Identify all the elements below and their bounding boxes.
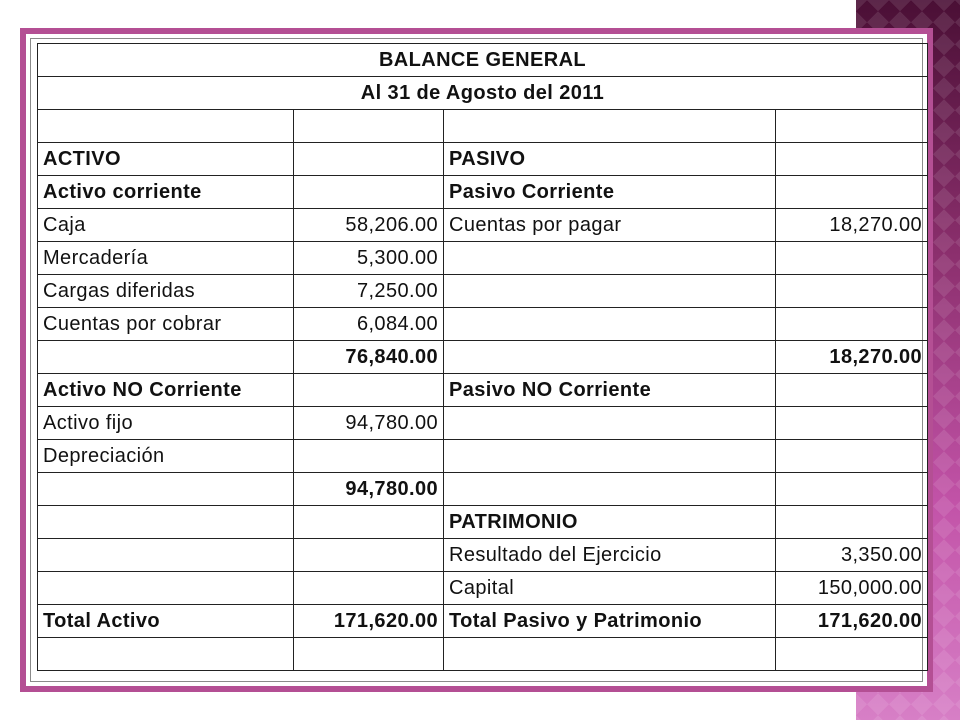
cell-asset-amount (294, 143, 444, 176)
subtotal-row (38, 473, 928, 506)
cell-asset-amount (294, 440, 444, 473)
date-row (38, 77, 928, 110)
table-container (30, 38, 923, 682)
balance-sheet-table (37, 43, 928, 671)
cell-asset-label: Caja (38, 209, 294, 242)
cell-liability-label (444, 638, 776, 671)
table-row (38, 638, 928, 671)
cell-asset-label (38, 638, 294, 671)
cell-liability-amount (776, 143, 928, 176)
cell-asset-amount: 5,300.00 (294, 242, 444, 275)
table-row (38, 440, 928, 473)
cell-asset-label: Activo corriente (38, 176, 294, 209)
cell-asset-label (38, 539, 294, 572)
cell-liability-label (444, 440, 776, 473)
cell-liability-label (444, 407, 776, 440)
cell-liability-amount (776, 176, 928, 209)
table-row (38, 242, 928, 275)
cell-liability-label (444, 242, 776, 275)
cell-asset-amount: 58,206.00 (294, 209, 444, 242)
table-row (38, 407, 928, 440)
table-row (38, 209, 928, 242)
subtotal-row (38, 341, 928, 374)
table-row (38, 110, 928, 143)
title-row (38, 44, 928, 77)
cell-liability-label (444, 341, 776, 374)
cell-liability-label: Pasivo Corriente (444, 176, 776, 209)
cell-asset-amount (294, 110, 444, 143)
cell-asset-amount (294, 539, 444, 572)
cell-liability-amount: 18,270.00 (776, 209, 928, 242)
cell-liability-amount: 150,000.00 (776, 572, 928, 605)
cell-asset-amount (294, 572, 444, 605)
table-date: Al 31 de Agosto del 2011 (38, 77, 928, 110)
table-row (38, 308, 928, 341)
cell-asset-label: Cargas diferidas (38, 275, 294, 308)
non-current-assets-subtotal: 94,780.00 (294, 473, 444, 506)
table-row (38, 176, 928, 209)
cell-liability-amount (776, 374, 928, 407)
cell-asset-amount (294, 374, 444, 407)
cell-asset-amount: 7,250.00 (294, 275, 444, 308)
table-title: BALANCE GENERAL (38, 44, 928, 77)
cell-asset-label: Activo NO Corriente (38, 374, 294, 407)
cell-asset-label (38, 341, 294, 374)
current-liabilities-subtotal: 18,270.00 (776, 341, 928, 374)
cell-liability-amount (776, 242, 928, 275)
cell-liability-amount (776, 506, 928, 539)
cell-liability-label (444, 473, 776, 506)
cell-liability-label (444, 275, 776, 308)
table-row (38, 506, 928, 539)
cell-asset-label (38, 473, 294, 506)
cell-liability-label (444, 110, 776, 143)
cell-asset-label: Mercadería (38, 242, 294, 275)
slide-frame (20, 28, 933, 692)
cell-asset-label: Cuentas por cobrar (38, 308, 294, 341)
cell-liability-label: PASIVO (444, 143, 776, 176)
cell-asset-amount: 6,084.00 (294, 308, 444, 341)
cell-asset-label (38, 572, 294, 605)
cell-liability-amount (776, 407, 928, 440)
total-liabilities-equity-amount: 171,620.00 (776, 605, 928, 638)
cell-liability-amount (776, 638, 928, 671)
cell-liability-amount (776, 308, 928, 341)
cell-asset-amount (294, 176, 444, 209)
cell-liability-amount (776, 440, 928, 473)
cell-asset-amount: 94,780.00 (294, 407, 444, 440)
total-liabilities-equity-label: Total Pasivo y Patrimonio (444, 605, 776, 638)
cell-liability-amount (776, 473, 928, 506)
cell-asset-label (38, 506, 294, 539)
cell-liability-amount (776, 275, 928, 308)
cell-liability-amount: 3,350.00 (776, 539, 928, 572)
cell-asset-label (38, 110, 294, 143)
table-row (38, 275, 928, 308)
cell-asset-label: ACTIVO (38, 143, 294, 176)
cell-liability-label: Pasivo NO Corriente (444, 374, 776, 407)
table-row (38, 539, 928, 572)
total-assets-label: Total Activo (38, 605, 294, 638)
cell-liability-label: Capital (444, 572, 776, 605)
cell-liability-label (444, 308, 776, 341)
table-row (38, 572, 928, 605)
cell-asset-label: Depreciación (38, 440, 294, 473)
cell-liability-label: Resultado del Ejercicio (444, 539, 776, 572)
cell-asset-amount (294, 638, 444, 671)
cell-asset-label: Activo fijo (38, 407, 294, 440)
table-row (38, 143, 928, 176)
cell-liability-amount (776, 110, 928, 143)
cell-liability-label: Cuentas por pagar (444, 209, 776, 242)
cell-liability-label: PATRIMONIO (444, 506, 776, 539)
total-row (38, 605, 928, 638)
total-assets-amount: 171,620.00 (294, 605, 444, 638)
cell-asset-amount (294, 506, 444, 539)
table-row (38, 374, 928, 407)
current-assets-subtotal: 76,840.00 (294, 341, 444, 374)
